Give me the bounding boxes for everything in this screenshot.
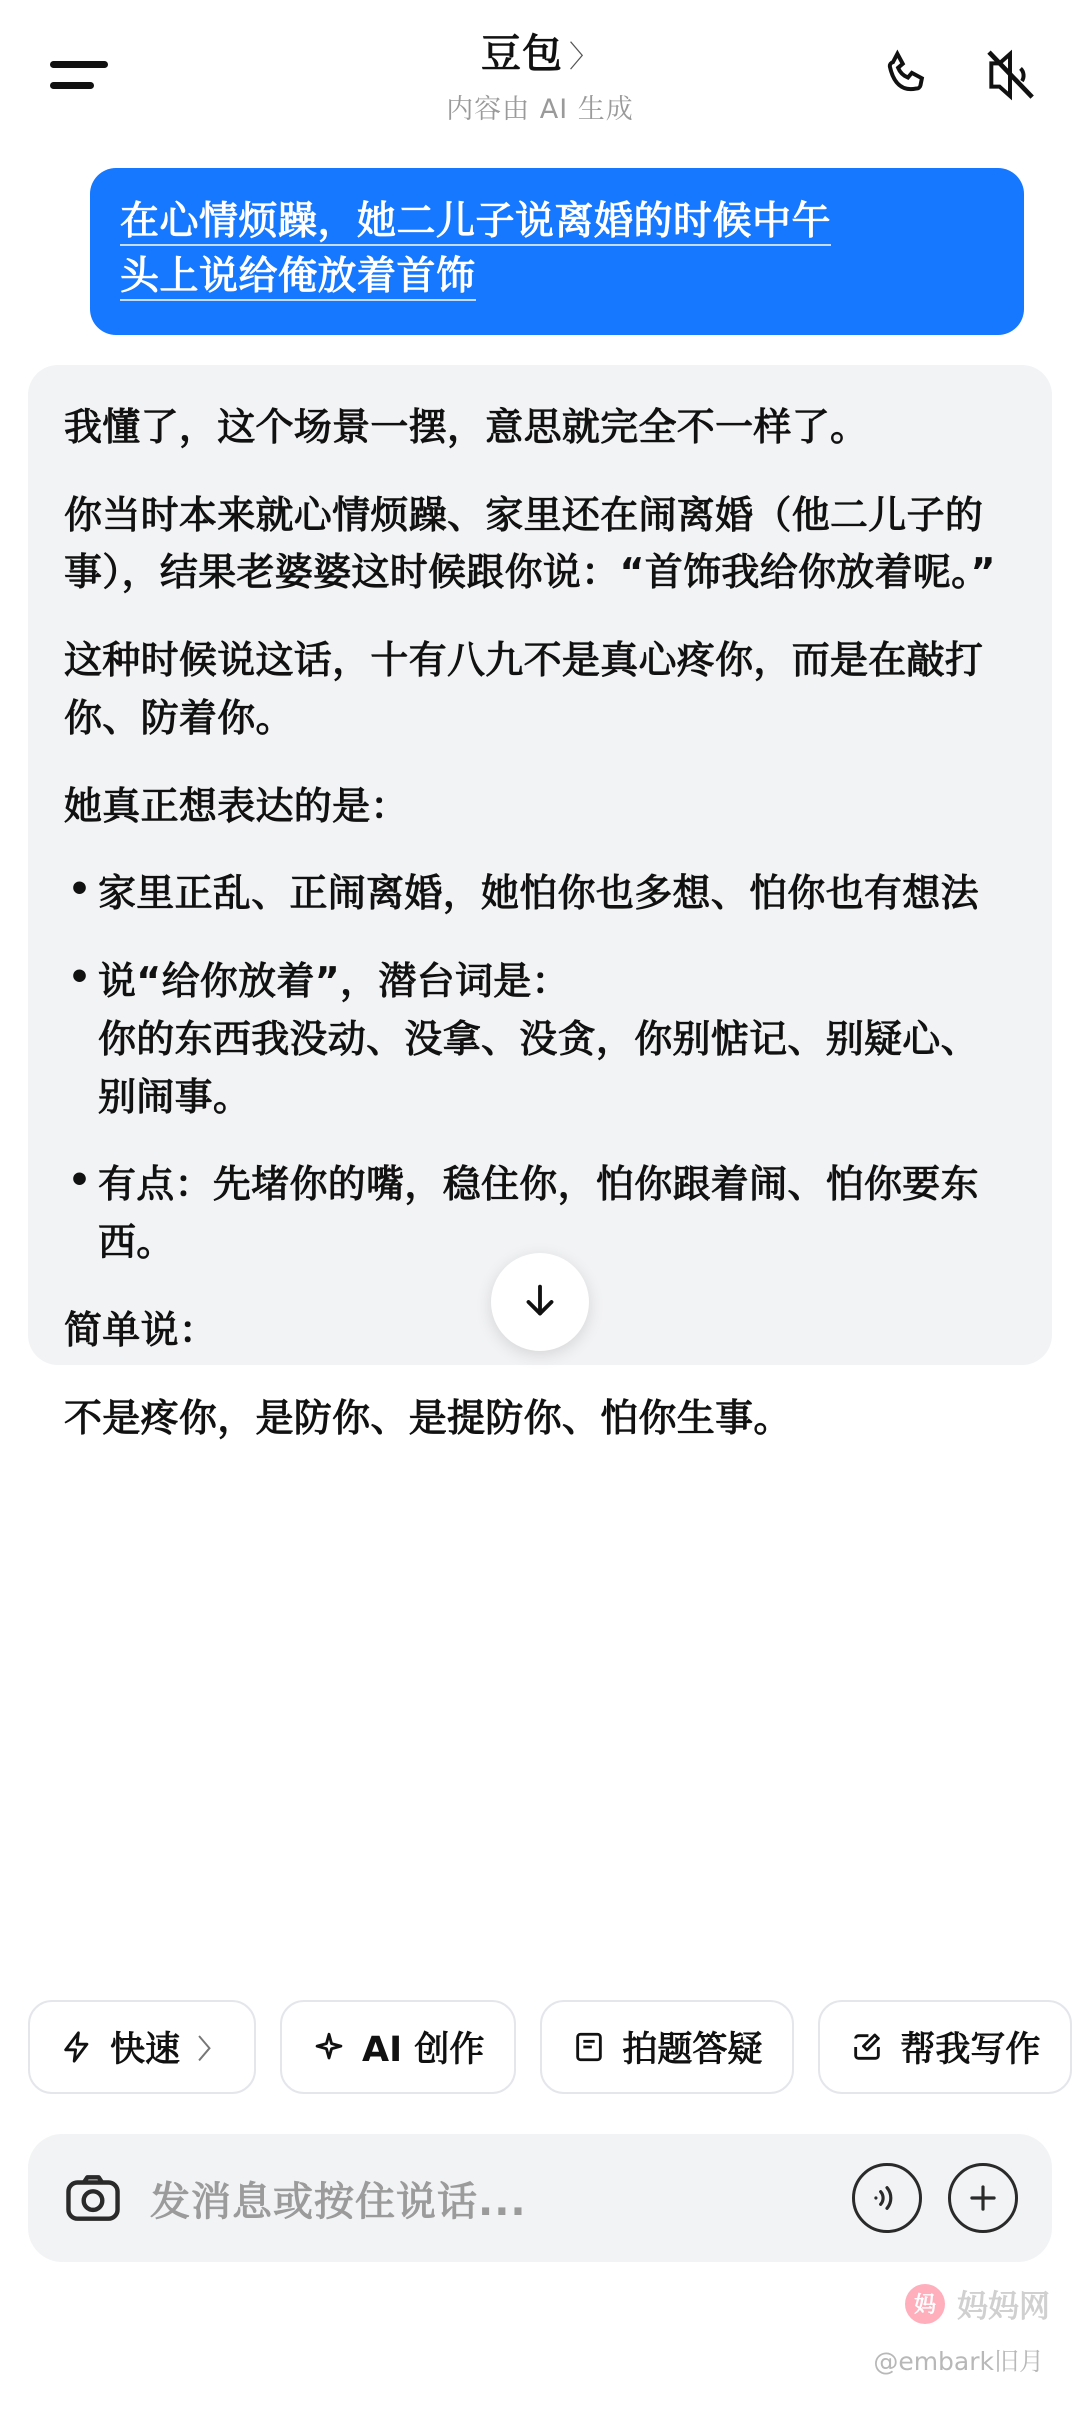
bullet-2-sub: 你的东西我没动、没拿、没贪，你别惦记、别疑心、别闹事。 (98, 1016, 979, 1119)
user-watermark: @embark旧月 (873, 2347, 1044, 2376)
bullet-1-main: 家里正乱、正闹离婚，她怕你也多想、怕你也有想法 (98, 871, 979, 916)
search-input[interactable]: 发消息或按住说话... (150, 2178, 527, 2225)
chip-photo-qa[interactable] (540, 2000, 794, 2094)
chat-title[interactable] (481, 22, 599, 79)
brand-badge: 妈 (905, 2284, 945, 2324)
ai-disclaimer: 内容由 AI 生成 (446, 94, 634, 125)
brand-watermark (905, 2281, 1050, 2326)
chip-quick[interactable] (28, 2000, 256, 2094)
page-title: 豆包 (481, 31, 563, 77)
hamburger-icon[interactable] (50, 55, 108, 95)
chip-ai-create-label: AI 创作 (362, 2030, 485, 2070)
user-message-line2: 头上说给俺放着首饰 (120, 254, 476, 300)
chip-write-for-me-label: 帮我写作 (900, 2030, 1041, 2070)
user-message-bubble[interactable] (90, 168, 1024, 335)
ai-paragraph-4: 她真正想表达的是： (64, 783, 409, 828)
lightning-icon (60, 2030, 94, 2064)
chip-ai-create[interactable] (280, 2000, 516, 2094)
brand-name: 妈妈网 (957, 2289, 1050, 2325)
camera-icon[interactable] (62, 2167, 124, 2229)
camera-scan-icon (572, 2030, 606, 2064)
ai-closing-label: 简单说： (64, 1307, 218, 1352)
bullet-2-main: 说“给你放着”，潜台词是： (98, 959, 570, 1003)
ai-bullet-list (64, 865, 1016, 1272)
message-input-bar[interactable] (28, 2134, 1052, 2262)
plus-icon[interactable] (948, 2163, 1018, 2233)
ai-response-card[interactable] (28, 365, 1052, 1440)
chip-photo-qa-label: 拍题答疑 (622, 2030, 763, 2070)
phone-icon[interactable] (882, 47, 938, 103)
list-item (64, 953, 1016, 1126)
header-actions (882, 47, 1038, 103)
mute-icon[interactable] (982, 47, 1038, 103)
pencil-square-icon (850, 2030, 884, 2064)
ai-paragraph-2: 你当时本来就心情烦躁、家里还在闹离婚（他二儿子的事），结果老婆婆这时候跟你说：“首饰我给你放着呢。” (64, 492, 996, 595)
arrow-down-circle-icon[interactable] (491, 1253, 589, 1351)
ai-paragraph-3: 这种时候说这话，十有八九不是真心疼你，而是在敲打你、防着你。 (64, 638, 984, 740)
chip-write-for-me[interactable] (818, 2000, 1072, 2094)
chevron-right-icon: 〉 (198, 2034, 225, 2065)
app-header (0, 0, 1080, 150)
voice-wave-icon[interactable] (852, 2163, 922, 2233)
ai-closing-text: 不是疼你，是防你、是提防你、怕你生事。 (64, 1395, 792, 1440)
chevron-right-icon: 〉 (569, 40, 599, 75)
chip-quick-label: 快速 (110, 2030, 181, 2070)
quick-action-chips (0, 2000, 1080, 2094)
list-item (64, 865, 1016, 923)
ai-paragraph-1: 我懂了，这个场景一摆，意思就完全不一样了。 (64, 404, 869, 449)
user-message-line1: 在心情烦躁，她二儿子说离婚的时候中午 (120, 199, 832, 244)
conversation-area (0, 150, 1080, 1440)
sparkle-icon (312, 2030, 346, 2064)
bullet-3-main: 有点：先堵你的嘴，稳住你，怕你跟着闹、怕你要东西。 (98, 1162, 979, 1264)
